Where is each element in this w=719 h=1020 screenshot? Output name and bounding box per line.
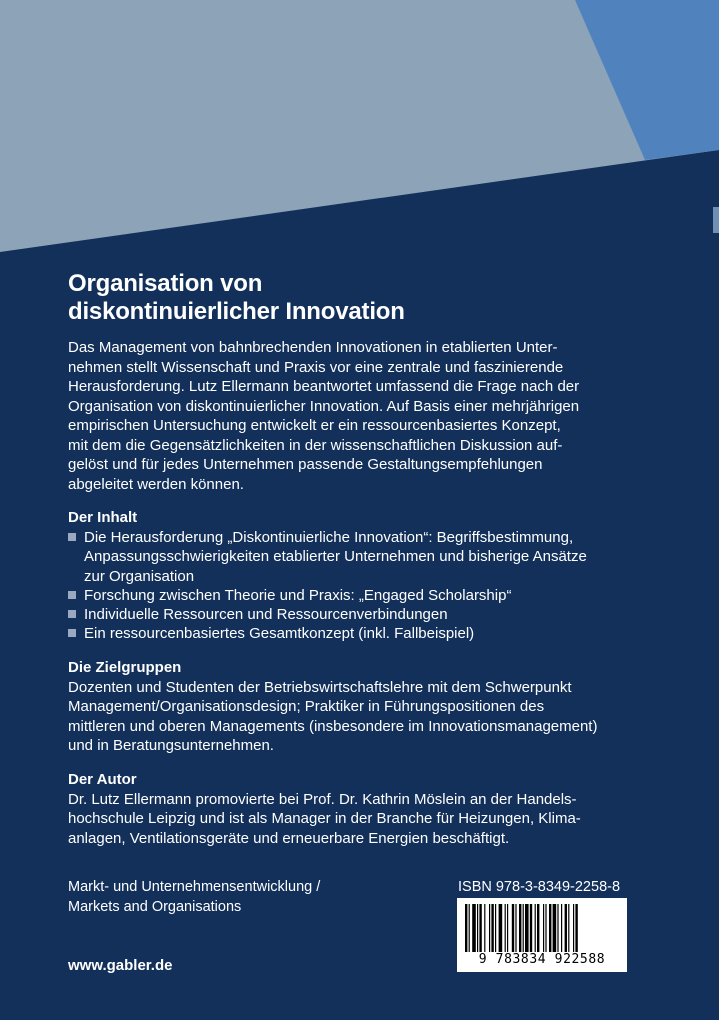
barcode-bar [537,904,539,952]
barcode-bar [568,904,569,952]
barcode-digits: 9 783834 922588 [478,952,606,967]
list-item-line: Die Herausforderung „Diskontinuierliche Innovation“: Begriffsbestimmung, [84,529,574,546]
barcode-bar [519,904,521,952]
autor-text [68,790,648,849]
barcode-bar [469,904,470,952]
barcode-bar [575,904,577,952]
barcode-bar [530,904,532,952]
main-content [68,270,648,848]
barcode-bar [479,904,481,952]
intro-line: Das Management von bahnbrechenden Innovationen in etablierten Unter- [68,339,558,356]
barcode-bar [525,904,529,952]
series-line: Markt- und Unternehmensentwicklung / [68,879,321,895]
barcode-bar [477,904,478,952]
list-item-line: zur Organisation [84,567,195,585]
barcode-bar [561,904,562,952]
barcode-bar [489,904,490,952]
list-item-line: Anpassungsschwierigkeiten etablierter Unternehmen und bisherige Ansätze [84,548,587,566]
barcode-bar [499,904,503,952]
barcode-bar [484,904,485,952]
intro-text [68,338,648,494]
barcode-bar [495,904,496,952]
barcode-bar [515,904,516,952]
barcode-bar [553,904,557,952]
barcode [457,898,627,972]
autor-heading: Der Autor [68,770,137,788]
barcode-bar [573,904,574,952]
intro-line: nehmen stellt Wissenschaft und Praxis vor eine zentrale und faszinierende [68,358,564,376]
book-title [68,270,648,326]
barcode-bar [545,904,546,952]
text-line: anlagen, Ventilationsgeräte und erneuerbare Energien beschäftigt. [68,829,510,847]
isbn-number: ISBN 978-3-8349-2258-8 [458,879,621,895]
intro-line: empirischen Untersuchung entwickelt er ein ressourcenbasiertes Konzept, [68,417,561,434]
list-item [68,586,648,605]
intro-line: mit dem die Gegensätzlichkeiten in der wissenschaftlichen Diskussion auf- [68,436,563,454]
list-item-line: Ein ressourcenbasiertes Gesamtkonzept (inkl. Fallbeispiel) [84,625,475,643]
inhalt-list [68,528,648,644]
list-item-line: Individuelle Ressourcen und Ressourcenverbindungen [84,606,448,624]
barcode-bar [491,904,493,952]
text-line: Management/Organisationsdesign; Praktiker in Führungspositionen des [68,698,545,716]
barcode-bar [512,904,514,952]
barcode-bar [549,904,551,952]
list-item [68,528,648,586]
bullet-square-icon [68,591,76,599]
bullet-square-icon [68,629,76,637]
barcode-bar [565,904,567,952]
barcode-bar [505,904,506,952]
barcode-bar [472,904,476,952]
bullet-square-icon [68,610,76,618]
barcode-bar [523,904,524,952]
inhalt-heading: Der Inhalt [68,509,138,526]
title-line: Organisation von [68,270,263,297]
text-line: Dozenten und Studenten der Betriebswirtschaftslehre mit dem Schwerpunkt [68,678,572,696]
intro-line: abgeleitet werden können. [68,475,244,493]
text-line: hochschule Leipzig und ist als Manager in der Branche für Heizungen, Klima- [68,810,581,828]
barcode-bar [557,904,558,952]
barcode-bars-icon [463,904,621,952]
list-item [68,624,648,643]
text-line: und in Beratungsunternehmen. [68,737,274,755]
title-line: diskontinuierlicher Innovation [68,298,405,325]
zielgruppen-text [68,678,648,756]
text-line: Dr. Lutz Ellermann promovierte bei Prof. Dr. Kathrin Möslein an der Handels- [68,790,577,808]
list-item [68,605,648,624]
intro-line: gelöst und für jedes Unternehmen passende Gestaltungsempfehlungen [68,456,543,473]
intro-line: Organisation von diskontinuierlicher Innovation. Auf Basis einer mehrjährigen [68,397,580,415]
barcode-bar [465,904,467,952]
barcode-bar [507,904,508,952]
barcode-bar [535,904,536,952]
series-name [68,877,320,917]
barcode-bar [543,904,544,952]
intro-line: Herausforderung. Lutz Ellermann beantwortet umfassend die Frage nach der [68,378,580,395]
zielgruppen-heading: Die Zielgruppen [68,658,182,676]
bullet-square-icon [68,533,76,541]
series-line: Markets and Organisations [68,899,242,915]
text-line: mittleren und oberen Managements (insbesondere im Innovationsmanagement) [68,717,598,735]
edge-mark [713,207,719,233]
publisher-url[interactable]: www.gabler.de [68,957,173,974]
list-item-line: Forschung zwischen Theorie und Praxis: „Engaged Scholarship“ [84,586,512,604]
